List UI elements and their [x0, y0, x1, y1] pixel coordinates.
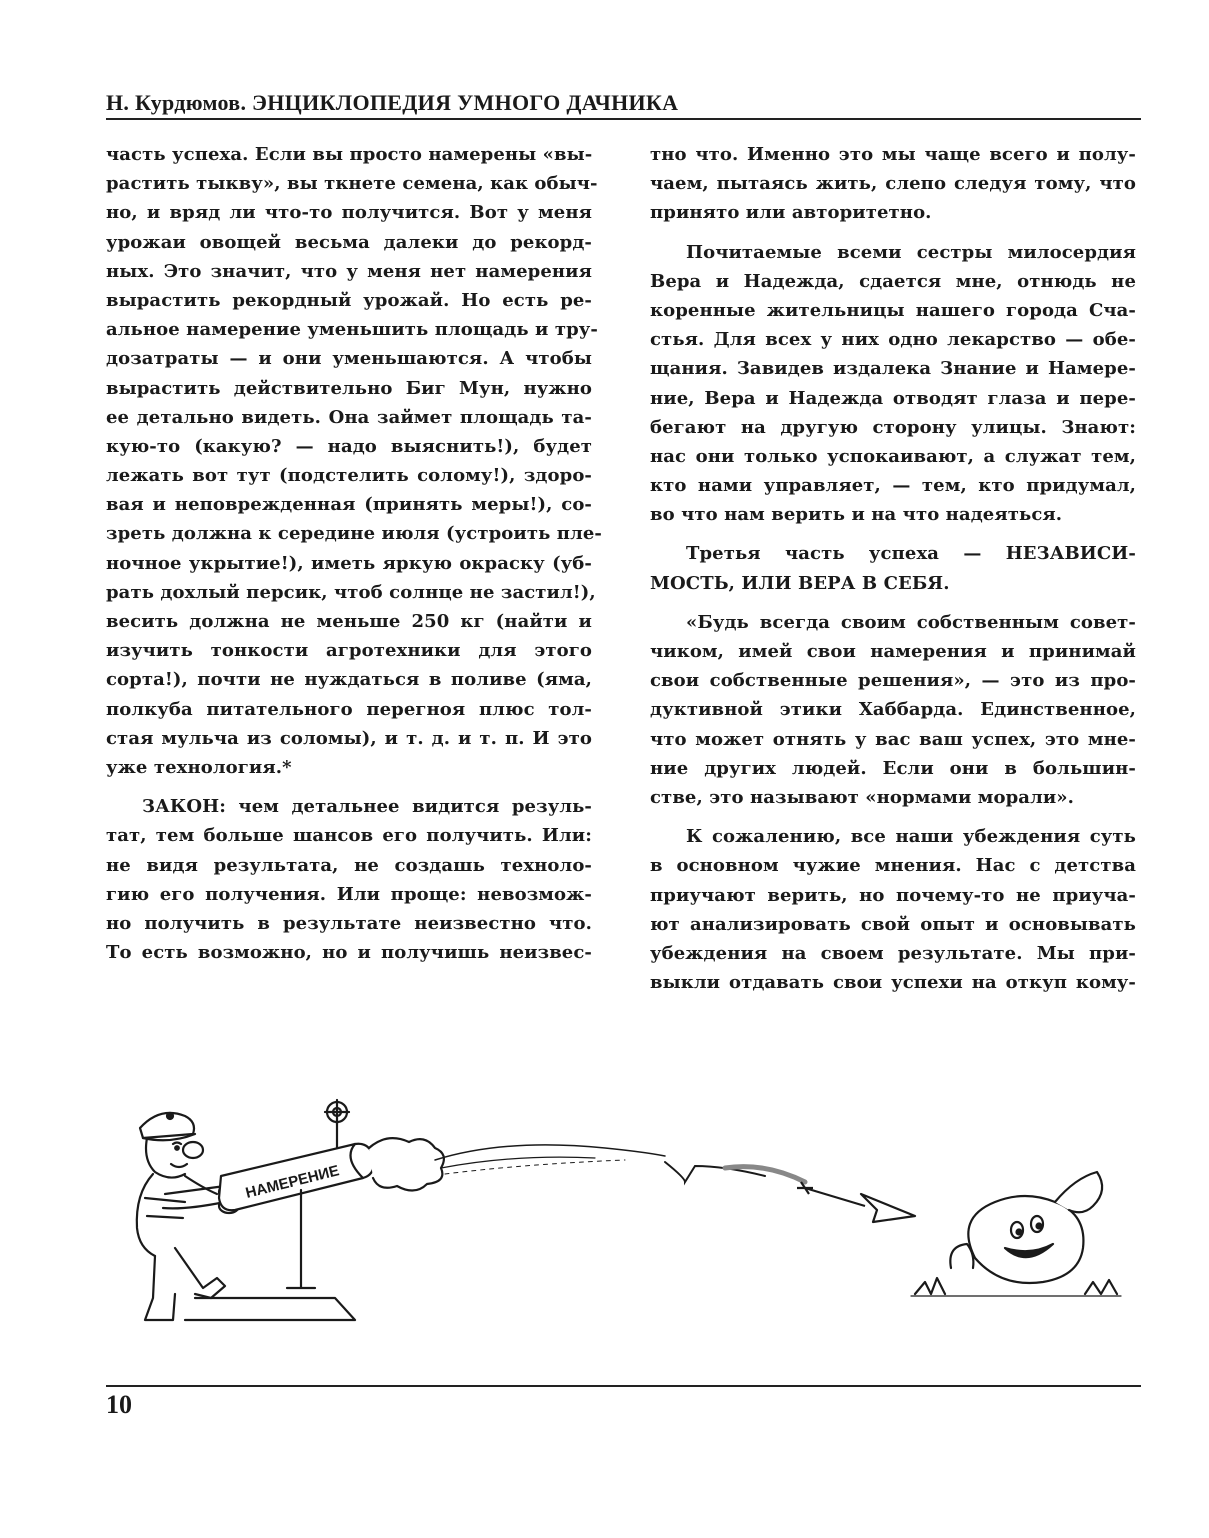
- text-line: ние, Вера и Надежда отводят глаза и пере-: [650, 387, 1136, 409]
- text-line: Вера и Надежда, сдается мне, отнюдь не: [650, 270, 1136, 292]
- text-line: ют анализировать свой опыт и основывать: [650, 913, 1136, 935]
- text-line: альное намерение уменьшить площадь и тру-: [106, 319, 598, 341]
- left-para-law: [106, 792, 592, 967]
- text-line: во что нам верить и на что надеяться.: [650, 504, 1063, 526]
- text-line: стая мульча из соломы), и т. д. и т. п. И это: [106, 727, 592, 749]
- text-line: уже технология.*: [106, 756, 292, 778]
- text-line: изучить тонкости агротехники для этого: [106, 640, 592, 662]
- text-line: принято или авторитетно.: [650, 202, 932, 224]
- text-line: вырастить рекордный урожай. Но есть ре-: [106, 289, 592, 311]
- text-line: стве, это называют «нормами морали».: [650, 786, 1075, 808]
- header-rule: [106, 118, 1141, 120]
- text-line: ние других людей. Если они в большин-: [650, 757, 1136, 779]
- text-line: стья. Для всех у них одно лекарство — обе-: [650, 329, 1136, 351]
- page-number: 10: [106, 1390, 132, 1419]
- text-line: чиком, имей свои намерения и принимай: [650, 641, 1136, 662]
- text-line: свои собственные решения», — это из про-: [650, 670, 1136, 692]
- text-line: часть успеха. Если вы просто намерены «вы-: [106, 144, 593, 165]
- text-line: К сожалению, все наши убеждения суть: [686, 826, 1136, 848]
- text-line: вая и неповрежденная (принять меры!), со-: [106, 494, 592, 516]
- text-line: зреть должна к середине июля (устроить пле-: [106, 523, 602, 545]
- text-line: что может отнять у вас ваш успех, это мне-: [650, 728, 1136, 750]
- text-line: приучают верить, но почему-то не приуча-: [650, 884, 1136, 906]
- text-line: МОСТЬ, ИЛИ ВЕРА В СЕБЯ.: [650, 572, 950, 594]
- text-line: кто нами управляет, — тем, кто придумал,: [650, 475, 1136, 497]
- text-line: Третья часть успеха — НЕЗАВИСИ-: [686, 543, 1136, 565]
- text-line: чаем, пытаясь жить, слепо следуя тому, что: [650, 173, 1136, 195]
- text-line: Почитаемые всеми сестры милосердия: [686, 241, 1136, 263]
- text-line: но получить в результате неизвестно что.: [106, 912, 592, 934]
- text-line: кую-то (какую? — надо выяснить!), будет: [106, 435, 592, 457]
- text-line: урожаи овощей весьма далеки до рекорд-: [106, 231, 592, 253]
- text-line: тно что. Именно это мы чаще всего и полу-: [650, 144, 1136, 165]
- text-line: ее детально видеть. Она займет площадь та-: [106, 406, 592, 428]
- text-line: растить тыкву», вы ткнете семена, как обыч-: [106, 173, 598, 195]
- text-line: полкуба питательного перегноя плюс тол-: [106, 698, 592, 720]
- text-line: сорта!), почти не нуждаться в поливе (яма,: [106, 669, 592, 691]
- text-line: нас они только успокаивают, а служат тем,: [650, 445, 1136, 467]
- text-line: дозатраты — и они уменьшаются. А чтобы: [106, 348, 592, 370]
- text-line: То есть возможно, но и получишь неизвес-: [106, 942, 592, 964]
- text-line: рать дохлый персик, чтоб солнце не застил!),: [106, 581, 596, 603]
- text-line: но, и вряд ли что-то получится. Вот у меня: [106, 202, 592, 224]
- footer-rule: [106, 1385, 1141, 1387]
- text-line: щания. Завидев издалека Знание и Намере-: [650, 358, 1136, 380]
- cannon-label: НАМЕРЕНИЕ: [243, 1162, 341, 1202]
- text-line: ночное укрытие!), иметь яркую окраску (уб-: [106, 552, 592, 574]
- right-column: [650, 140, 1136, 997]
- right-para-1: [650, 140, 1136, 228]
- text-line: ЗАКОН: чем детальнее видится резуль-: [142, 796, 592, 818]
- text-line: убеждения на своем результате. Мы при-: [650, 942, 1136, 964]
- right-para-4: [650, 608, 1136, 812]
- man-with-cannon: [137, 1100, 444, 1320]
- text-line: дуктивной этики Хаббарда. Единственное,: [650, 699, 1136, 721]
- right-para-3: [650, 539, 1136, 597]
- text-line: «Будь всегда своим собственным совет-: [686, 611, 1136, 633]
- left-para-1: [106, 140, 602, 782]
- text-line: гию его получения. Или проще: невозмож-: [106, 883, 592, 905]
- text-line: не видя результата, не создашь техноло-: [106, 854, 592, 876]
- text-line: бегают на другую сторону улицы. Знают:: [650, 416, 1136, 438]
- text-line: весить должна не меньше 250 кг (найти и: [106, 611, 592, 632]
- arrow-icon: [797, 1182, 915, 1222]
- text-line: выкли отдавать свои успехи на откуп кому-: [650, 972, 1136, 994]
- right-para-2: [650, 238, 1136, 530]
- text-line: в основном чужие мнения. Нас с детства: [650, 855, 1136, 877]
- pumpkin-icon: [911, 1172, 1121, 1296]
- flight-trail: [435, 1145, 805, 1182]
- right-para-5: [650, 822, 1136, 997]
- text-line: тат, тем больше шансов его получить. Или:: [106, 825, 592, 847]
- text-line: ных. Это значит, что у меня нет намерения: [106, 260, 592, 282]
- left-column: [106, 140, 602, 967]
- cartoon-illustration: [125, 1098, 1125, 1338]
- text-line: лежать вот тут (подстелить солому!), здоро-: [106, 465, 592, 487]
- text-line: коренные жительницы нашего города Сча-: [650, 299, 1136, 321]
- text-line: вырастить действительно Биг Мун, нужно: [106, 377, 592, 399]
- running-header: Н. Курдюмов. ЭНЦИКЛОПЕДИЯ УМНОГО ДАЧНИКА: [106, 90, 679, 115]
